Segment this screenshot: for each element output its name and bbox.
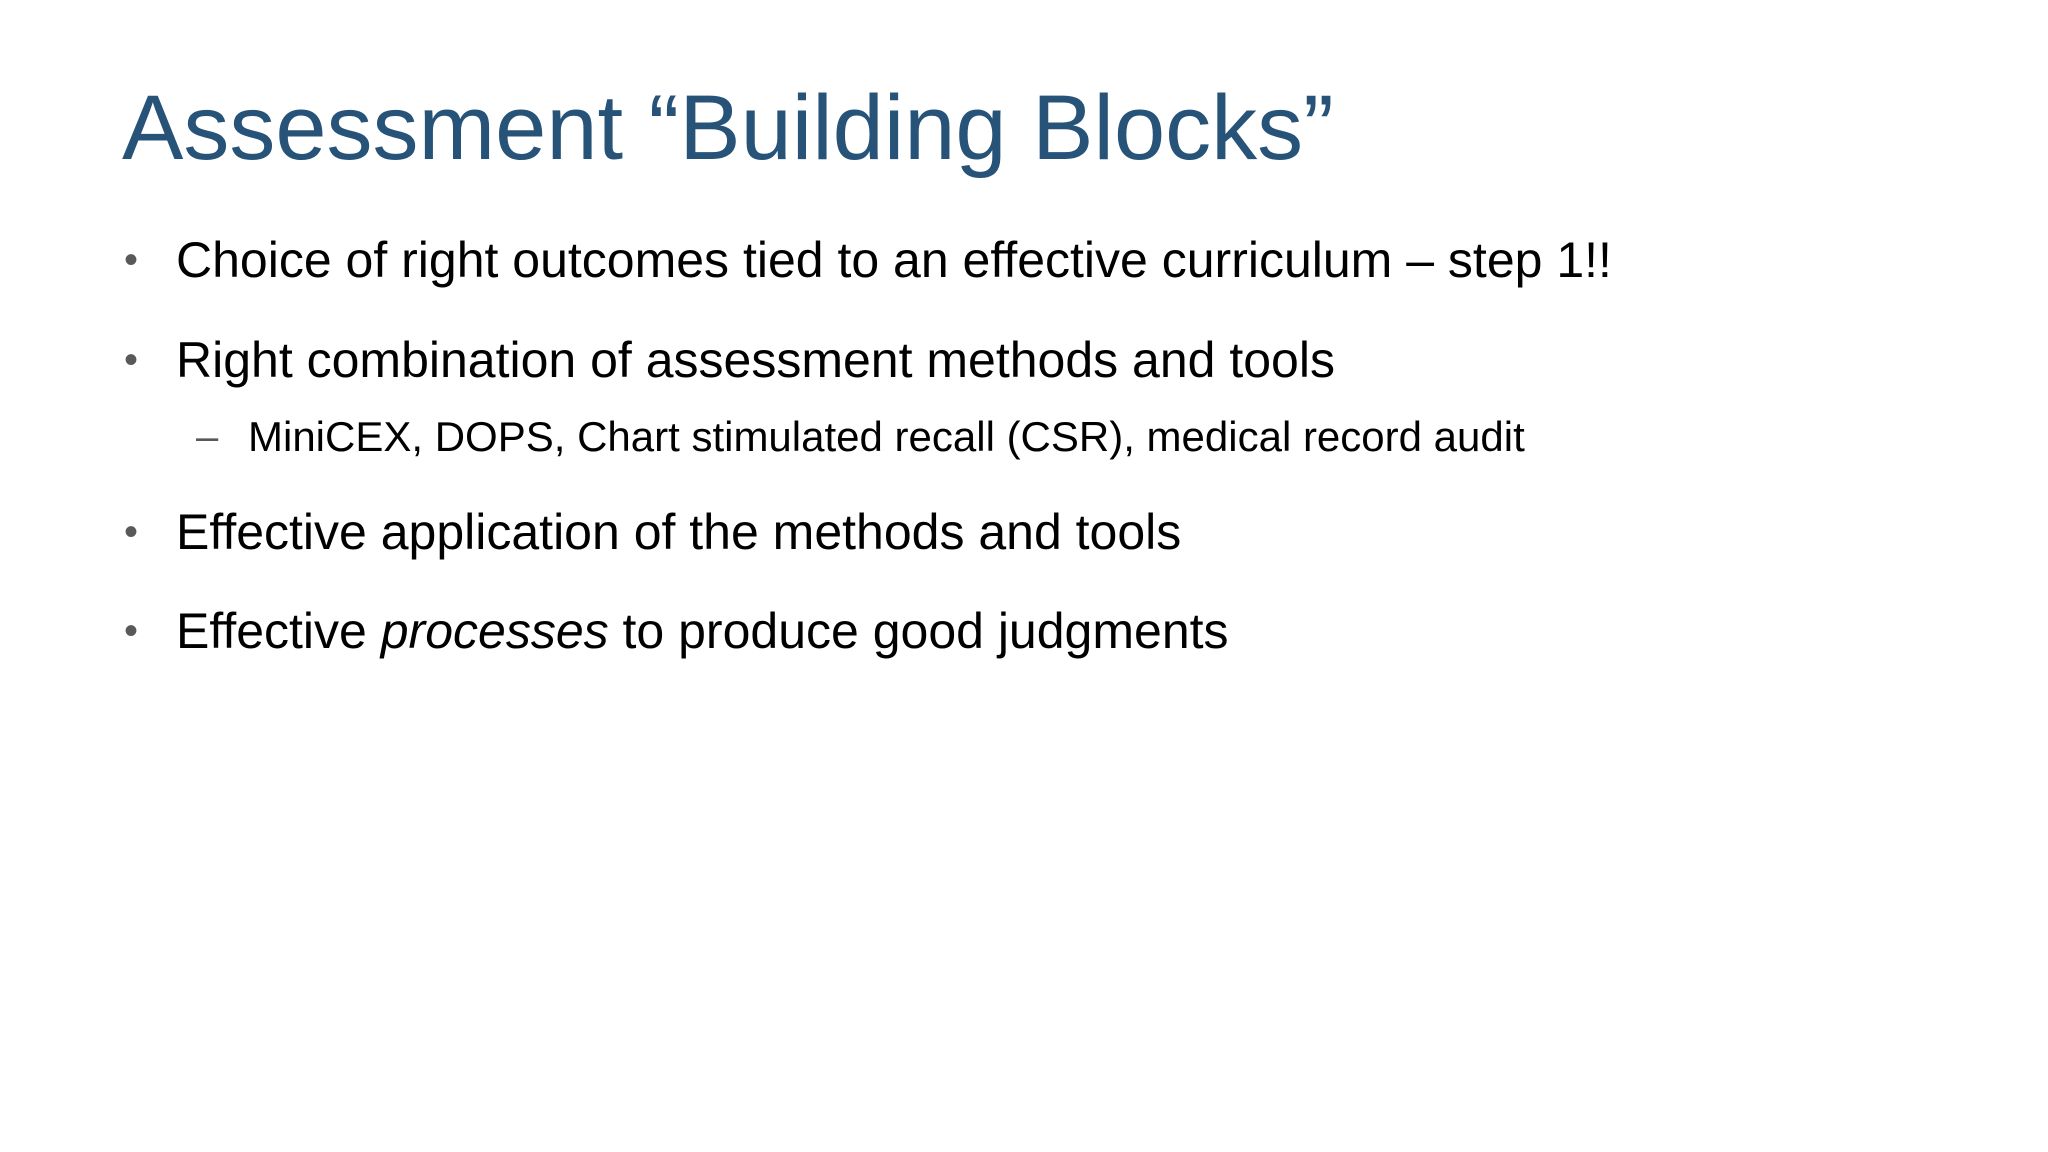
sub-bullet-marker: – xyxy=(196,415,219,459)
bullet-text: Right combination of assessment methods and tools xyxy=(176,332,1335,388)
bullet-item xyxy=(124,330,1335,390)
bullet-text: Choice of right outcomes tied to an effective curriculum – step 1!! xyxy=(176,232,1612,288)
bullet-item xyxy=(124,502,1182,562)
bullet-text-post: to produce good judgments xyxy=(608,603,1229,659)
bullet-item xyxy=(124,230,1612,290)
bullet-marker: • xyxy=(124,510,139,554)
bullet-text-pre: Effective xyxy=(176,603,381,659)
sub-bullet-item xyxy=(196,411,1525,463)
bullet-marker: • xyxy=(124,238,139,282)
slide-title: Assessment “Building Blocks” xyxy=(122,77,1334,179)
bullet-text: Effective application of the methods and tools xyxy=(176,504,1182,560)
bullet-marker: • xyxy=(124,609,139,653)
bullet-marker: • xyxy=(124,338,139,382)
bullet-item xyxy=(124,601,1229,661)
sub-bullet-text: MiniCEX, DOPS, Chart stimulated recall (CSR), medical record audit xyxy=(248,413,1525,460)
bullet-text-emphasis: processes xyxy=(380,603,609,659)
